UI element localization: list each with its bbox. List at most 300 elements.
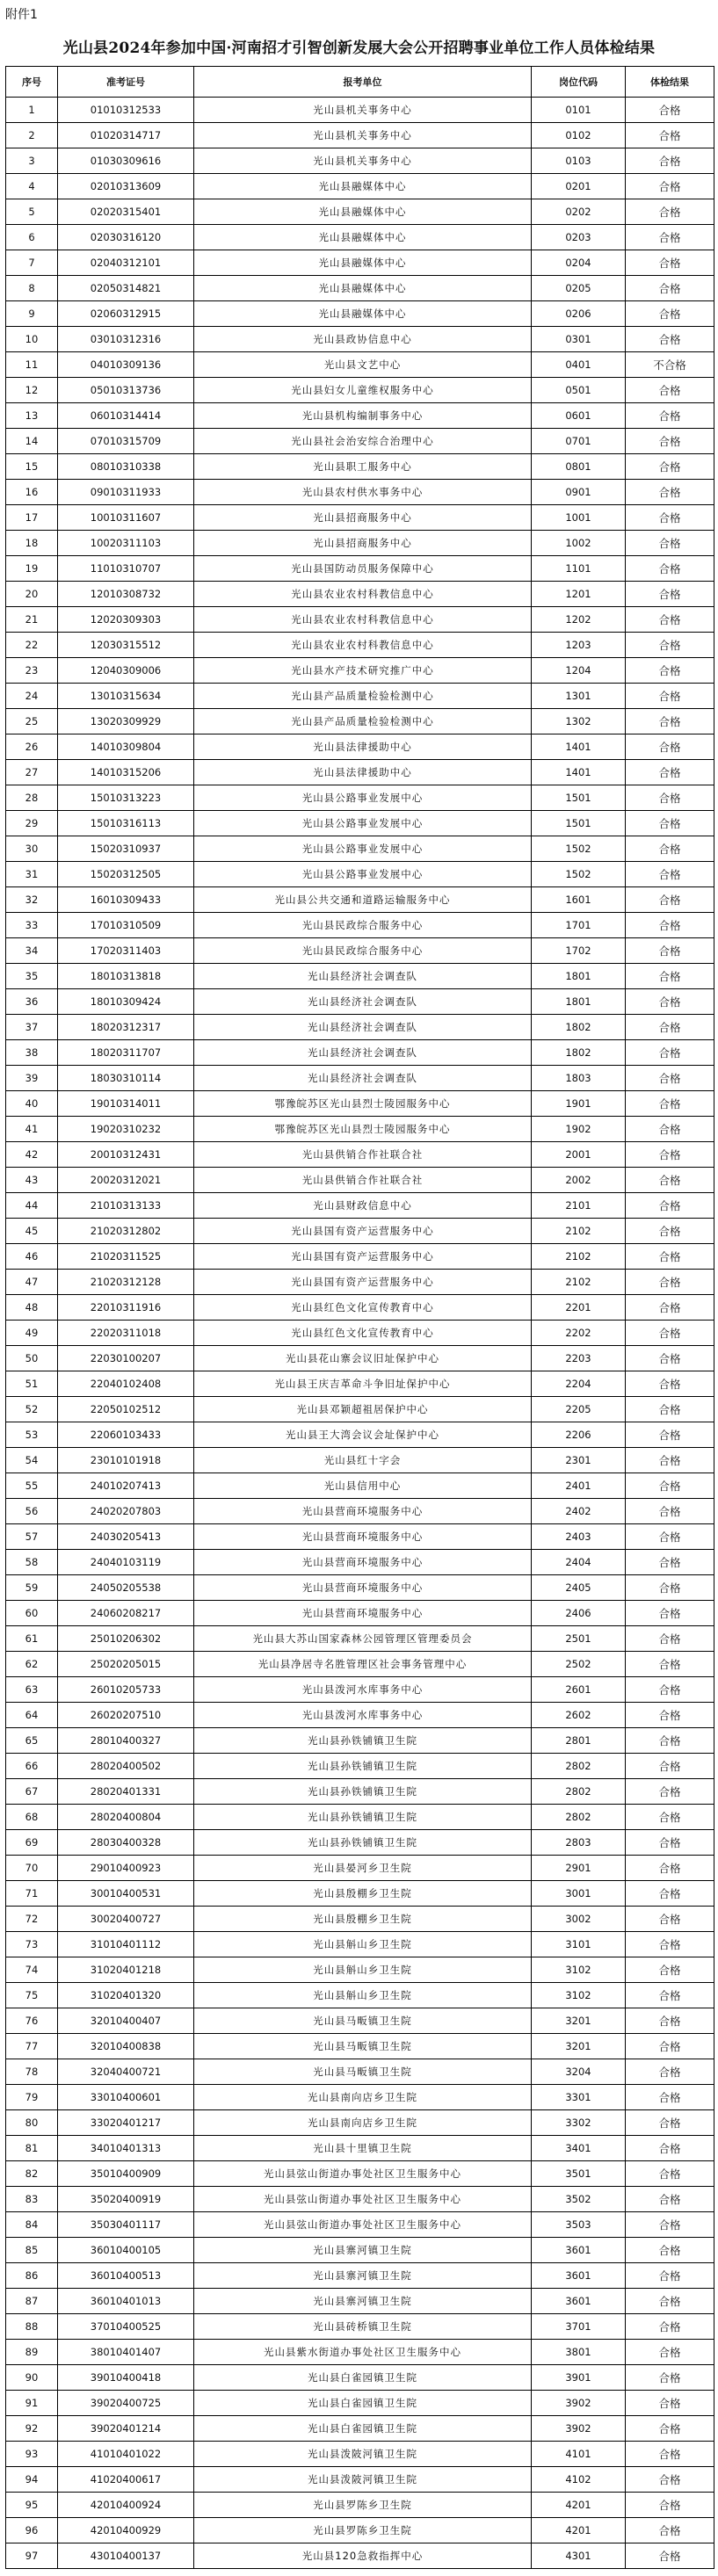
cell-position-code: 3002 — [532, 1907, 626, 1932]
cell-index: 81 — [6, 2136, 58, 2161]
table-row — [6, 123, 714, 148]
cell-result: 合格 — [626, 378, 714, 403]
cell-unit: 光山县营商环境服务中心 — [194, 1601, 532, 1626]
cell-position-code: 2102 — [532, 1270, 626, 1295]
cell-exam-number: 08010310338 — [58, 454, 194, 480]
cell-unit: 光山县寨河镇卫生院 — [194, 2289, 532, 2314]
cell-exam-number: 31010401112 — [58, 1932, 194, 1957]
cell-index: 89 — [6, 2340, 58, 2365]
cell-unit: 光山县政协信息中心 — [194, 327, 532, 352]
cell-exam-number: 36010401013 — [58, 2289, 194, 2314]
cell-unit: 光山县寨河镇卫生院 — [194, 2263, 532, 2289]
cell-index: 17 — [6, 505, 58, 531]
table-body — [6, 98, 714, 2569]
cell-unit: 光山县孙铁铺镇卫生院 — [194, 1779, 532, 1805]
cell-result: 合格 — [626, 1575, 714, 1601]
table-row — [6, 1168, 714, 1193]
table-row — [6, 1779, 714, 1805]
cell-unit: 光山县营商环境服务中心 — [194, 1550, 532, 1575]
table-row — [6, 1957, 714, 1983]
cell-exam-number: 02050314821 — [58, 276, 194, 301]
cell-index: 90 — [6, 2365, 58, 2391]
cell-index: 88 — [6, 2314, 58, 2340]
table-row — [6, 1142, 714, 1168]
cell-exam-number: 15010316113 — [58, 811, 194, 836]
cell-exam-number: 35010400909 — [58, 2161, 194, 2187]
cell-exam-number: 06010314414 — [58, 403, 194, 429]
cell-exam-number: 05010313736 — [58, 378, 194, 403]
cell-index: 46 — [6, 1244, 58, 1270]
table-row — [6, 2187, 714, 2212]
cell-result: 合格 — [626, 989, 714, 1015]
cell-unit: 光山县殷棚乡卫生院 — [194, 1907, 532, 1932]
cell-result: 合格 — [626, 1907, 714, 1932]
cell-result: 合格 — [626, 1805, 714, 1830]
cell-position-code: 1801 — [532, 964, 626, 989]
table-row — [6, 2289, 714, 2314]
table-row — [6, 2085, 714, 2110]
cell-index: 48 — [6, 1295, 58, 1321]
cell-position-code: 3503 — [532, 2212, 626, 2238]
cell-exam-number: 01010312533 — [58, 98, 194, 123]
cell-exam-number: 43010400137 — [58, 2543, 194, 2569]
cell-index: 63 — [6, 1677, 58, 1703]
cell-exam-number: 28020401331 — [58, 1779, 194, 1805]
cell-exam-number: 12040309006 — [58, 658, 194, 684]
cell-exam-number: 10020311103 — [58, 531, 194, 556]
cell-unit: 光山县南向店乡卫生院 — [194, 2085, 532, 2110]
cell-index: 97 — [6, 2543, 58, 2569]
cell-result: 合格 — [626, 811, 714, 836]
cell-result: 合格 — [626, 225, 714, 250]
cell-position-code: 4101 — [532, 2442, 626, 2467]
cell-position-code: 0401 — [532, 352, 626, 378]
cell-position-code: 1502 — [532, 862, 626, 887]
cell-index: 71 — [6, 1881, 58, 1907]
cell-position-code: 2102 — [532, 1244, 626, 1270]
cell-unit: 光山县招商服务中心 — [194, 531, 532, 556]
cell-exam-number: 17010310509 — [58, 913, 194, 938]
cell-position-code: 0206 — [532, 301, 626, 327]
cell-unit: 光山县晏河乡卫生院 — [194, 1856, 532, 1881]
cell-exam-number: 24060208217 — [58, 1601, 194, 1626]
cell-position-code: 3204 — [532, 2059, 626, 2085]
cell-index: 12 — [6, 378, 58, 403]
cell-result: 合格 — [626, 2340, 714, 2365]
cell-unit: 光山县弦山街道办事处社区卫生服务中心 — [194, 2212, 532, 2238]
cell-result: 合格 — [626, 836, 714, 862]
cell-exam-number: 37010400525 — [58, 2314, 194, 2340]
cell-index: 87 — [6, 2289, 58, 2314]
cell-index: 33 — [6, 913, 58, 938]
cell-unit: 光山县马畈镇卫生院 — [194, 2008, 532, 2034]
cell-position-code: 3302 — [532, 2110, 626, 2136]
cell-unit: 光山县民政综合服务中心 — [194, 938, 532, 964]
cell-index: 55 — [6, 1473, 58, 1499]
cell-unit: 光山县罗陈乡卫生院 — [194, 2493, 532, 2518]
cell-position-code: 2502 — [532, 1652, 626, 1677]
cell-index: 80 — [6, 2110, 58, 2136]
table-row — [6, 2238, 714, 2263]
cell-result: 合格 — [626, 1321, 714, 1346]
cell-unit: 光山县社会治安综合治理中心 — [194, 429, 532, 454]
table-row — [6, 2543, 714, 2569]
cell-position-code: 0205 — [532, 276, 626, 301]
cell-exam-number: 22030100207 — [58, 1346, 194, 1371]
cell-position-code: 0301 — [532, 327, 626, 352]
cell-index: 70 — [6, 1856, 58, 1881]
cell-position-code: 1201 — [532, 582, 626, 607]
table-row — [6, 607, 714, 633]
cell-unit: 光山县公路事业发展中心 — [194, 785, 532, 811]
cell-exam-number: 23010101918 — [58, 1448, 194, 1473]
cell-unit: 光山县营商环境服务中心 — [194, 1575, 532, 1601]
cell-position-code: 0202 — [532, 199, 626, 225]
cell-unit: 光山县孙铁铺镇卫生院 — [194, 1728, 532, 1754]
cell-exam-number: 02030316120 — [58, 225, 194, 250]
cell-index: 43 — [6, 1168, 58, 1193]
cell-index: 76 — [6, 2008, 58, 2034]
cell-index: 23 — [6, 658, 58, 684]
table-row — [6, 2340, 714, 2365]
cell-exam-number: 10010311607 — [58, 505, 194, 531]
cell-result: 合格 — [626, 785, 714, 811]
cell-index: 94 — [6, 2467, 58, 2493]
cell-result: 合格 — [626, 98, 714, 123]
cell-unit: 光山县融媒体中心 — [194, 250, 532, 276]
table-row — [6, 1397, 714, 1422]
cell-index: 20 — [6, 582, 58, 607]
table-row — [6, 1295, 714, 1321]
cell-exam-number: 41020400617 — [58, 2467, 194, 2493]
cell-exam-number: 15020312505 — [58, 862, 194, 887]
cell-unit: 光山县公路事业发展中心 — [194, 862, 532, 887]
cell-unit: 光山县公共交通和道路运输服务中心 — [194, 887, 532, 913]
cell-exam-number: 18020311707 — [58, 1040, 194, 1066]
cell-exam-number: 02040312101 — [58, 250, 194, 276]
cell-index: 18 — [6, 531, 58, 556]
cell-unit: 鄂豫皖苏区光山县烈士陵园服务中心 — [194, 1091, 532, 1117]
cell-exam-number: 35020400919 — [58, 2187, 194, 2212]
cell-index: 77 — [6, 2034, 58, 2059]
table-row — [6, 2212, 714, 2238]
cell-result: 合格 — [626, 2136, 714, 2161]
table-row — [6, 1932, 714, 1957]
cell-exam-number: 19020310232 — [58, 1117, 194, 1142]
cell-unit: 光山县花山寨会议旧址保护中心 — [194, 1346, 532, 1371]
cell-unit: 光山县国防动员服务保障中心 — [194, 556, 532, 582]
cell-position-code: 3101 — [532, 1932, 626, 1957]
cell-unit: 光山县国有资产运营服务中心 — [194, 1270, 532, 1295]
cell-exam-number: 22010311916 — [58, 1295, 194, 1321]
table-row — [6, 1856, 714, 1881]
cell-position-code: 1502 — [532, 836, 626, 862]
cell-position-code: 4201 — [532, 2518, 626, 2543]
table-row — [6, 709, 714, 734]
cell-exam-number: 15010313223 — [58, 785, 194, 811]
cell-position-code: 1902 — [532, 1117, 626, 1142]
table-row — [6, 2467, 714, 2493]
cell-unit: 光山县法律援助中心 — [194, 760, 532, 785]
cell-result: 合格 — [626, 556, 714, 582]
cell-unit: 光山县经济社会调查队 — [194, 964, 532, 989]
cell-position-code: 0701 — [532, 429, 626, 454]
cell-position-code: 1803 — [532, 1066, 626, 1091]
cell-result: 合格 — [626, 454, 714, 480]
cell-position-code: 1802 — [532, 1015, 626, 1040]
table-row — [6, 1015, 714, 1040]
cell-index: 54 — [6, 1448, 58, 1473]
table-row — [6, 480, 714, 505]
cell-result: 合格 — [626, 1422, 714, 1448]
cell-index: 60 — [6, 1601, 58, 1626]
cell-result: 合格 — [626, 684, 714, 709]
cell-position-code: 1701 — [532, 913, 626, 938]
cell-index: 91 — [6, 2391, 58, 2416]
cell-result: 合格 — [626, 1677, 714, 1703]
cell-unit: 光山县孙铁铺镇卫生院 — [194, 1830, 532, 1856]
cell-exam-number: 36010400105 — [58, 2238, 194, 2263]
cell-result: 合格 — [626, 505, 714, 531]
table-row — [6, 148, 714, 174]
cell-position-code: 3201 — [532, 2034, 626, 2059]
table-row — [6, 1575, 714, 1601]
cell-result: 合格 — [626, 582, 714, 607]
cell-position-code: 2402 — [532, 1499, 626, 1524]
cell-exam-number: 31020401218 — [58, 1957, 194, 1983]
cell-unit: 光山县融媒体中心 — [194, 301, 532, 327]
cell-exam-number: 03010312316 — [58, 327, 194, 352]
cell-result: 合格 — [626, 938, 714, 964]
cell-exam-number: 35030401117 — [58, 2212, 194, 2238]
table-row — [6, 1473, 714, 1499]
cell-unit: 光山县斛山乡卫生院 — [194, 1983, 532, 2008]
cell-unit: 光山县经济社会调查队 — [194, 1015, 532, 1040]
cell-index: 68 — [6, 1805, 58, 1830]
cell-unit: 光山县国有资产运营服务中心 — [194, 1219, 532, 1244]
cell-index: 40 — [6, 1091, 58, 1117]
cell-index: 7 — [6, 250, 58, 276]
cell-index: 72 — [6, 1907, 58, 1932]
cell-position-code: 3201 — [532, 2008, 626, 2034]
cell-result: 合格 — [626, 2391, 714, 2416]
cell-result: 合格 — [626, 2085, 714, 2110]
cell-result: 合格 — [626, 913, 714, 938]
table-row — [6, 2110, 714, 2136]
table-row — [6, 1371, 714, 1397]
cell-result: 合格 — [626, 2543, 714, 2569]
cell-index: 9 — [6, 301, 58, 327]
cell-position-code: 2801 — [532, 1728, 626, 1754]
cell-position-code: 1401 — [532, 734, 626, 760]
cell-exam-number: 28020400804 — [58, 1805, 194, 1830]
cell-index: 5 — [6, 199, 58, 225]
cell-position-code: 4301 — [532, 2543, 626, 2569]
table-row — [6, 2416, 714, 2442]
cell-position-code: 3601 — [532, 2263, 626, 2289]
cell-position-code: 0102 — [532, 123, 626, 148]
table-row — [6, 1321, 714, 1346]
cell-position-code: 0601 — [532, 403, 626, 429]
table-row — [6, 684, 714, 709]
cell-exam-number: 16010309433 — [58, 887, 194, 913]
cell-position-code: 1202 — [532, 607, 626, 633]
cell-unit: 光山县泼河水库事务中心 — [194, 1703, 532, 1728]
cell-exam-number: 18020312317 — [58, 1015, 194, 1040]
cell-unit: 光山县红色文化宣传教育中心 — [194, 1295, 532, 1321]
table-row — [6, 1626, 714, 1652]
table-row — [6, 1524, 714, 1550]
cell-index: 56 — [6, 1499, 58, 1524]
attachment-label: 附件1 — [5, 8, 38, 22]
cell-unit: 光山县殷棚乡卫生院 — [194, 1881, 532, 1907]
table-row — [6, 1270, 714, 1295]
cell-exam-number: 18030310114 — [58, 1066, 194, 1091]
cell-index: 83 — [6, 2187, 58, 2212]
cell-unit: 光山县产品质量检验检测中心 — [194, 684, 532, 709]
table-row — [6, 2314, 714, 2340]
page-title: 光山县2024年参加中国·河南招才引智创新发展大会公开招聘事业单位工作人员体检结果 — [62, 40, 656, 57]
header-unit: 报考单位 — [194, 67, 532, 98]
cell-result: 合格 — [626, 1932, 714, 1957]
cell-unit: 光山县水产技术研究推广中心 — [194, 658, 532, 684]
cell-exam-number: 33020401217 — [58, 2110, 194, 2136]
cell-result: 合格 — [626, 1295, 714, 1321]
cell-exam-number: 04010309136 — [58, 352, 194, 378]
cell-result: 合格 — [626, 2365, 714, 2391]
cell-exam-number: 32040400721 — [58, 2059, 194, 2085]
cell-index: 96 — [6, 2518, 58, 2543]
cell-position-code: 2203 — [532, 1346, 626, 1371]
cell-result: 合格 — [626, 2263, 714, 2289]
cell-position-code: 2205 — [532, 1397, 626, 1422]
cell-unit: 光山县机关事务中心 — [194, 123, 532, 148]
cell-exam-number: 30020400727 — [58, 1907, 194, 1932]
table-row — [6, 2136, 714, 2161]
cell-exam-number: 38010401407 — [58, 2340, 194, 2365]
cell-result: 合格 — [626, 607, 714, 633]
cell-position-code: 2802 — [532, 1754, 626, 1779]
cell-index: 57 — [6, 1524, 58, 1550]
cell-result: 合格 — [626, 709, 714, 734]
cell-exam-number: 20020312021 — [58, 1168, 194, 1193]
cell-position-code: 3801 — [532, 2340, 626, 2365]
cell-index: 82 — [6, 2161, 58, 2187]
header-position-code: 岗位代码 — [532, 67, 626, 98]
table-row — [6, 454, 714, 480]
cell-unit: 光山县信用中心 — [194, 1473, 532, 1499]
cell-result: 合格 — [626, 276, 714, 301]
cell-exam-number: 36010400513 — [58, 2263, 194, 2289]
cell-result: 合格 — [626, 1193, 714, 1219]
cell-index: 38 — [6, 1040, 58, 1066]
cell-position-code: 3502 — [532, 2187, 626, 2212]
table-row — [6, 1066, 714, 1091]
cell-unit: 光山县公路事业发展中心 — [194, 811, 532, 836]
cell-unit: 光山县净居寺名胜管理区社会事务管理中心 — [194, 1652, 532, 1677]
table-row — [6, 1422, 714, 1448]
cell-unit: 光山县机关事务中心 — [194, 148, 532, 174]
cell-index: 41 — [6, 1117, 58, 1142]
cell-index: 51 — [6, 1371, 58, 1397]
cell-result: 合格 — [626, 2493, 714, 2518]
cell-index: 37 — [6, 1015, 58, 1040]
cell-index: 93 — [6, 2442, 58, 2467]
cell-position-code: 2401 — [532, 1473, 626, 1499]
cell-position-code: 0501 — [532, 378, 626, 403]
cell-position-code: 2002 — [532, 1168, 626, 1193]
table-row — [6, 2008, 714, 2034]
cell-unit: 光山县经济社会调查队 — [194, 989, 532, 1015]
table-row — [6, 1907, 714, 1932]
cell-unit: 光山县白雀园镇卫生院 — [194, 2365, 532, 2391]
cell-exam-number: 26020207510 — [58, 1703, 194, 1728]
cell-position-code: 1601 — [532, 887, 626, 913]
cell-result: 合格 — [626, 2034, 714, 2059]
table-row — [6, 1677, 714, 1703]
cell-position-code: 2404 — [532, 1550, 626, 1575]
cell-unit: 光山县孙铁铺镇卫生院 — [194, 1805, 532, 1830]
cell-exam-number: 39020401214 — [58, 2416, 194, 2442]
table-row — [6, 1830, 714, 1856]
cell-result: 合格 — [626, 1219, 714, 1244]
cell-position-code: 1901 — [532, 1091, 626, 1117]
cell-position-code: 2602 — [532, 1703, 626, 1728]
cell-index: 30 — [6, 836, 58, 862]
table-row — [6, 225, 714, 250]
cell-exam-number: 29010400923 — [58, 1856, 194, 1881]
cell-result: 合格 — [626, 2467, 714, 2493]
cell-unit: 光山县国有资产运营服务中心 — [194, 1244, 532, 1270]
cell-result: 合格 — [626, 1957, 714, 1983]
cell-result: 合格 — [626, 327, 714, 352]
cell-unit: 光山县王庆吉革命斗争旧址保护中心 — [194, 1371, 532, 1397]
cell-position-code: 1501 — [532, 811, 626, 836]
cell-unit: 光山县王大湾会议会址保护中心 — [194, 1422, 532, 1448]
cell-index: 59 — [6, 1575, 58, 1601]
cell-position-code: 2501 — [532, 1626, 626, 1652]
cell-result: 合格 — [626, 1117, 714, 1142]
cell-unit: 光山县红色文化宣传教育中心 — [194, 1321, 532, 1346]
cell-index: 79 — [6, 2085, 58, 2110]
cell-result: 不合格 — [626, 352, 714, 378]
cell-exam-number: 39010400418 — [58, 2365, 194, 2391]
cell-result: 合格 — [626, 2161, 714, 2187]
cell-result: 合格 — [626, 1856, 714, 1881]
table-row — [6, 1805, 714, 1830]
cell-position-code: 2405 — [532, 1575, 626, 1601]
cell-position-code: 3102 — [532, 1957, 626, 1983]
cell-unit: 光山县紫水街道办事处社区卫生服务中心 — [194, 2340, 532, 2365]
table-row — [6, 1448, 714, 1473]
cell-position-code: 3701 — [532, 2314, 626, 2340]
cell-position-code: 1301 — [532, 684, 626, 709]
cell-position-code: 1802 — [532, 1040, 626, 1066]
cell-result: 合格 — [626, 123, 714, 148]
table-row — [6, 1601, 714, 1626]
cell-unit: 光山县孙铁铺镇卫生院 — [194, 1754, 532, 1779]
cell-unit: 光山县斛山乡卫生院 — [194, 1957, 532, 1983]
table-row — [6, 1703, 714, 1728]
cell-result: 合格 — [626, 1066, 714, 1091]
table-row — [6, 1499, 714, 1524]
table-row — [6, 2263, 714, 2289]
cell-index: 75 — [6, 1983, 58, 2008]
cell-position-code: 1002 — [532, 531, 626, 556]
cell-index: 62 — [6, 1652, 58, 1677]
cell-unit: 光山县机构编制事务中心 — [194, 403, 532, 429]
cell-position-code: 1204 — [532, 658, 626, 684]
